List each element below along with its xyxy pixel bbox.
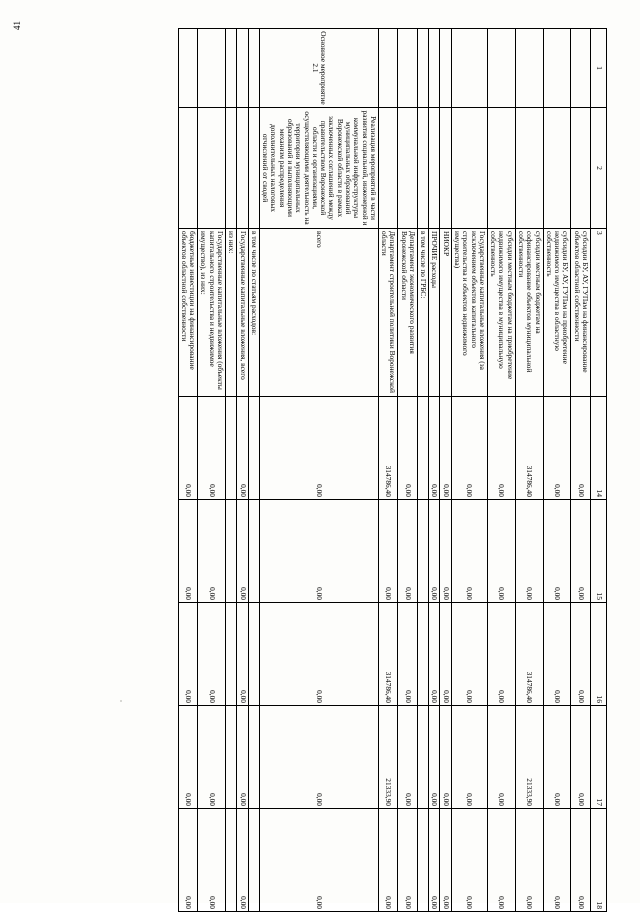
cell-amount: 0,00 <box>398 397 418 500</box>
cell-amount: 0,00 <box>429 397 440 500</box>
cell-measure-name <box>248 29 259 108</box>
table-row <box>178 29 198 912</box>
cell-amount: 0,00 <box>237 809 248 912</box>
cell-measure-name <box>198 29 226 108</box>
cell-amount: 0,00 <box>259 809 378 912</box>
table-row <box>417 29 428 912</box>
cell-measure-description <box>429 108 440 229</box>
cell-expense-item: в том числе по ГРБС: <box>417 229 428 397</box>
cell-amount: 0,00 <box>571 397 591 500</box>
table-row <box>451 29 487 912</box>
cell-amount: 0,00 <box>440 706 451 809</box>
cell-amount: 0,00 <box>237 397 248 500</box>
table-row <box>198 29 226 912</box>
cell-amount: 0,00 <box>398 500 418 603</box>
table-row <box>429 29 440 912</box>
cell-measure-description <box>237 108 248 229</box>
cell-amount: 0,00 <box>487 500 515 603</box>
cell-amount <box>226 500 237 603</box>
cell-amount: 314786,40 <box>378 397 398 500</box>
cell-measure-description <box>198 108 226 229</box>
cell-amount: 0,00 <box>378 809 398 912</box>
cell-amount: 0,00 <box>398 706 418 809</box>
cell-expense-item: субсидии местным бюджетам на софинансирование объектов муниципальной собственности <box>515 229 543 397</box>
table-row <box>543 29 571 912</box>
cell-amount: 0,00 <box>178 603 198 706</box>
cell-amount: 0,00 <box>178 706 198 809</box>
cell-amount: 0,00 <box>237 603 248 706</box>
cell-amount: 314786,40 <box>378 603 398 706</box>
table-row <box>398 29 418 912</box>
cell-amount: 0,00 <box>259 706 378 809</box>
cell-expense-item: субсидии местным бюджетам на приобретение недвижимого имущества в муниципальную собственность <box>487 229 515 397</box>
cell-expense-item: НИОКР <box>440 229 451 397</box>
cell-amount: 0,00 <box>429 706 440 809</box>
cell-amount: 0,00 <box>398 603 418 706</box>
cell-expense-item: Департамент экономического развития Воронежской области <box>398 229 418 397</box>
cell-amount: 0,00 <box>543 603 571 706</box>
cell-amount: 0,00 <box>198 809 226 912</box>
cell-amount: 0,00 <box>543 397 571 500</box>
cell-measure-description <box>515 108 543 229</box>
cell-amount: 0,00 <box>237 706 248 809</box>
column-number: 1 <box>591 29 607 108</box>
cell-measure-name <box>429 29 440 108</box>
cell-measure-name <box>226 29 237 108</box>
cell-amount <box>248 603 259 706</box>
column-number: 16 <box>591 603 607 706</box>
cell-measure-description <box>571 108 591 229</box>
column-number-row <box>591 29 607 912</box>
cell-amount: 0,00 <box>440 603 451 706</box>
cell-amount: 0,00 <box>198 603 226 706</box>
cell-measure-description <box>178 108 198 229</box>
cell-amount: 0,00 <box>451 809 487 912</box>
column-number: 18 <box>591 809 607 912</box>
cell-amount: 0,00 <box>543 500 571 603</box>
cell-amount: 0,00 <box>259 603 378 706</box>
cell-measure-name <box>417 29 428 108</box>
cell-measure-name <box>398 29 418 108</box>
column-number: 3 <box>591 229 607 397</box>
table-row <box>487 29 515 912</box>
cell-expense-item: субсидии БУ, АУ, ГУПам на финансирование объектов областной собственности <box>571 229 591 397</box>
cell-amount <box>417 809 428 912</box>
cell-amount <box>226 397 237 500</box>
page-number: 41 <box>12 21 22 30</box>
cell-measure-description <box>440 108 451 229</box>
cell-measure-description <box>417 108 428 229</box>
column-number: 14 <box>591 397 607 500</box>
cell-amount: 0,00 <box>429 603 440 706</box>
cell-amount: 0,00 <box>237 500 248 603</box>
cell-amount: 0,00 <box>398 809 418 912</box>
cell-amount: 0,00 <box>451 500 487 603</box>
cell-measure-name: Основное мероприятие 2.1 <box>259 29 378 108</box>
cell-amount: 0,00 <box>451 603 487 706</box>
cell-amount: 0,00 <box>178 809 198 912</box>
cell-amount: 0,00 <box>515 809 543 912</box>
cell-expense-item: всего <box>259 229 378 397</box>
cell-amount: 0,00 <box>571 603 591 706</box>
cell-measure-description <box>398 108 418 229</box>
table-row <box>259 29 378 912</box>
cell-amount: 0,00 <box>571 809 591 912</box>
cell-amount: 0,00 <box>451 397 487 500</box>
cell-amount: 0,00 <box>543 706 571 809</box>
cell-amount: 0,00 <box>487 603 515 706</box>
cell-amount <box>248 500 259 603</box>
cell-amount: 0,00 <box>515 500 543 603</box>
cell-expense-item: Департамент строительной политики Воронежской области <box>378 229 398 397</box>
cell-amount <box>248 706 259 809</box>
cell-amount <box>226 603 237 706</box>
cell-amount: 0,00 <box>571 500 591 603</box>
cell-expense-item: бюджетные инвестиции на финансирование объектов областной собственности <box>178 229 198 397</box>
cell-amount <box>417 603 428 706</box>
cell-measure-name <box>515 29 543 108</box>
table-row <box>515 29 543 912</box>
cell-amount: 0,00 <box>487 809 515 912</box>
cell-amount: 0,00 <box>198 397 226 500</box>
table-row <box>248 29 259 912</box>
cell-amount <box>226 706 237 809</box>
column-number: 2 <box>591 108 607 229</box>
cell-amount: 0,00 <box>178 397 198 500</box>
table-row <box>378 29 398 912</box>
cell-amount: 0,00 <box>487 397 515 500</box>
table-row <box>571 29 591 912</box>
cell-measure-name <box>440 29 451 108</box>
cell-amount: 0,00 <box>259 397 378 500</box>
cell-amount <box>226 809 237 912</box>
column-number: 15 <box>591 500 607 603</box>
cell-measure-description <box>226 108 237 229</box>
table-row <box>226 29 237 912</box>
cell-amount: 0,00 <box>198 706 226 809</box>
cell-amount: 314786,40 <box>515 603 543 706</box>
cell-measure-name <box>543 29 571 108</box>
cell-measure-description <box>248 108 259 229</box>
cell-amount: 0,00 <box>451 706 487 809</box>
cell-amount: 0,00 <box>429 809 440 912</box>
cell-amount <box>417 397 428 500</box>
cell-amount: 0,00 <box>487 706 515 809</box>
cell-amount: 314786,40 <box>515 397 543 500</box>
cell-amount <box>417 500 428 603</box>
budget-table <box>178 28 607 912</box>
cell-amount: 0,00 <box>178 500 198 603</box>
cell-expense-item: в том числе по статьям расходов: <box>248 229 259 397</box>
cell-amount: 0,00 <box>440 500 451 603</box>
cell-measure-name <box>378 29 398 108</box>
cell-amount: 0,00 <box>543 809 571 912</box>
column-number: 17 <box>591 706 607 809</box>
table-row <box>237 29 248 912</box>
cell-measure-description <box>487 108 515 229</box>
cell-expense-item: Государственные капитальные вложения (за исключением объектов капитального строительства и объектов недвижимого имущества) <box>451 229 487 397</box>
cell-measure-description <box>451 108 487 229</box>
cell-expense-item: ПРОЧИЕ расходы <box>429 229 440 397</box>
cell-amount: 0,00 <box>440 809 451 912</box>
cell-measure-name <box>237 29 248 108</box>
cell-expense-item: из них: <box>226 229 237 397</box>
cell-measure-name <box>487 29 515 108</box>
cell-amount <box>248 397 259 500</box>
cell-amount: 0,00 <box>440 397 451 500</box>
cell-expense-item: субсидии БУ, АУ, ГУПам на приобретение недвижимого имущества в областную собственность <box>543 229 571 397</box>
cell-amount: 0,00 <box>571 706 591 809</box>
cell-amount: 21333,90 <box>515 706 543 809</box>
cell-amount <box>417 706 428 809</box>
cell-amount: 21333,90 <box>378 706 398 809</box>
cell-measure-description: Реализация мероприятий в части развития социальной, инженерной и коммунальной инфраструктуры муниципальных образований Воронежской области в рамках заключенных соглашений между правительством Воронежской области и организациями, осуществляющими деятельность на территории муниципальных образований и выполняющими механизм распределения дополнительных налоговых отчислений от сводей <box>259 108 378 229</box>
cell-amount: 0,00 <box>259 500 378 603</box>
cell-measure-name <box>571 29 591 108</box>
table-holder <box>33 28 607 909</box>
cell-amount <box>248 809 259 912</box>
cell-measure-description <box>543 108 571 229</box>
cell-expense-item: Государственные капитальные вложения, всего <box>237 229 248 397</box>
cell-measure-name <box>178 29 198 108</box>
table-row <box>440 29 451 912</box>
cell-amount: 0,00 <box>429 500 440 603</box>
cell-amount: 0,00 <box>378 500 398 603</box>
cell-measure-description <box>378 108 398 229</box>
cell-measure-name <box>451 29 487 108</box>
scan-artifact <box>120 700 122 702</box>
cell-amount: 0,00 <box>198 500 226 603</box>
cell-expense-item: Государственные капитальные вложения (объекты капитального строительства и недвижимое имущество), из них: <box>198 229 226 397</box>
